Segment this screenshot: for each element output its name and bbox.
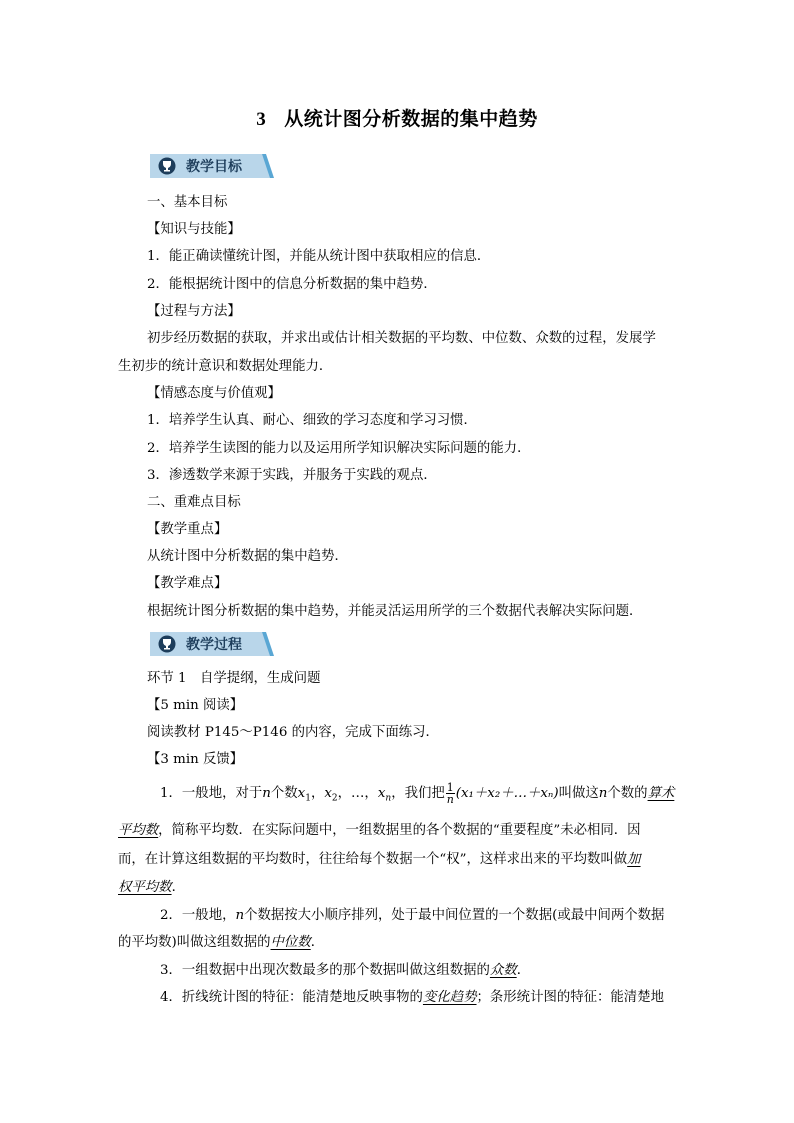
focus-heading: 【教学重点】 (147, 522, 228, 537)
question-1-line-2: 平均数，简称平均数．在实际问题中，一组数据里的各个数据的“重要程度”未必相同．因 (118, 823, 641, 838)
banner-goals-text: 教学目标 (186, 159, 242, 175)
section-banner-goals (150, 152, 274, 180)
emotion-heading: 【情感态度与价值观】 (147, 386, 281, 401)
answer-weighted-part-1: 加 (627, 852, 641, 867)
question-1-line-3: 而，在计算这组数据的平均数时，往往给每个数据一个“权”，这样求出来的平均数叫做加 (118, 852, 641, 867)
question-4: 4．折线统计图的特征：能清楚地反映事物的变化趋势；条形统计图的特征：能清楚地 (160, 990, 664, 1005)
answer-trend: 变化趋势 (422, 990, 477, 1005)
basic-goals-heading: 一、基本目标 (147, 195, 228, 210)
answer-weighted-part-2: 权平均数 (118, 880, 172, 895)
emotion-item-1: 1．培养学生认真、耐心、细致的学习态度和学习习惯． (147, 413, 477, 428)
reading-text: 阅读教材 P145～P146 的内容，完成下面练习． (147, 725, 439, 740)
question-3: 3．一组数据中出现次数最多的那个数据叫做这组数据的众数． (160, 963, 531, 978)
knowledge-item-2: 2．能根据统计图中的信息分析数据的集中趋势． (147, 277, 437, 292)
knowledge-item-1: 1．能正确读懂统计图，并能从统计图中获取相应的信息． (147, 249, 491, 264)
question-2-line-2: 的平均数)叫做这组数据的中位数． (118, 935, 325, 950)
section-banner-process (150, 630, 274, 658)
feedback-heading: 【3 min 反馈】 (147, 752, 244, 767)
answer-arithmetic-part-2: 平均数 (118, 823, 159, 838)
emotion-item-2: 2．培养学生读图的能力以及运用所学知识解决实际问题的能力． (147, 441, 531, 456)
reading-heading: 【5 min 阅读】 (147, 698, 244, 713)
emotion-item-3: 3．渗透数学来源于实践，并服务于实践的观点． (147, 468, 437, 483)
answer-median: 中位数 (270, 935, 311, 950)
question-1-line-4: 权平均数． (118, 880, 185, 895)
process-method-heading: 【过程与方法】 (147, 304, 241, 319)
process-method-text-1: 初步经历数据的获取，并求出或估计相关数据的平均数、中位数、众数的过程，发展学 (147, 331, 656, 346)
title-number: 3 (256, 109, 267, 130)
answer-mode: 众数 (489, 963, 517, 978)
fraction-one-over-n: $\frac{1}{n}$ (446, 781, 454, 806)
focus-text: 从统计图中分析数据的集中趋势． (147, 549, 348, 564)
answer-arithmetic-part-1: 算术 (647, 786, 675, 801)
question-2-line-1: 2．一般地，n个数据按大小顺序排列，处于最中间位置的一个数据(或最中间两个数据 (160, 908, 665, 923)
question-1-line-1: 1．一般地，对于n个数$x_1$，$x_2$，…，$x_n$，我们把 $\frac{1}{n}$ (x₁＋x₂＋…＋xₙ)叫做这n个数的算术 (160, 781, 675, 806)
key-goals-heading: 二、重难点目标 (147, 495, 241, 510)
difficulty-text: 根据统计图分析数据的集中趋势，并能灵活运用所学的三个数据代表解决实际问题． (147, 604, 643, 619)
difficulty-heading: 【教学难点】 (147, 576, 228, 591)
step-1-heading: 环节 1 自学提纲，生成问题 (147, 671, 321, 686)
process-method-text-2: 生初步的统计意识和数据处理能力． (118, 359, 333, 374)
title-text: 从统计图分析数据的集中趋势 (284, 108, 538, 130)
knowledge-heading: 【知识与技能】 (147, 222, 241, 237)
banner-process-text: 教学过程 (186, 637, 242, 653)
page-title (0, 104, 794, 131)
